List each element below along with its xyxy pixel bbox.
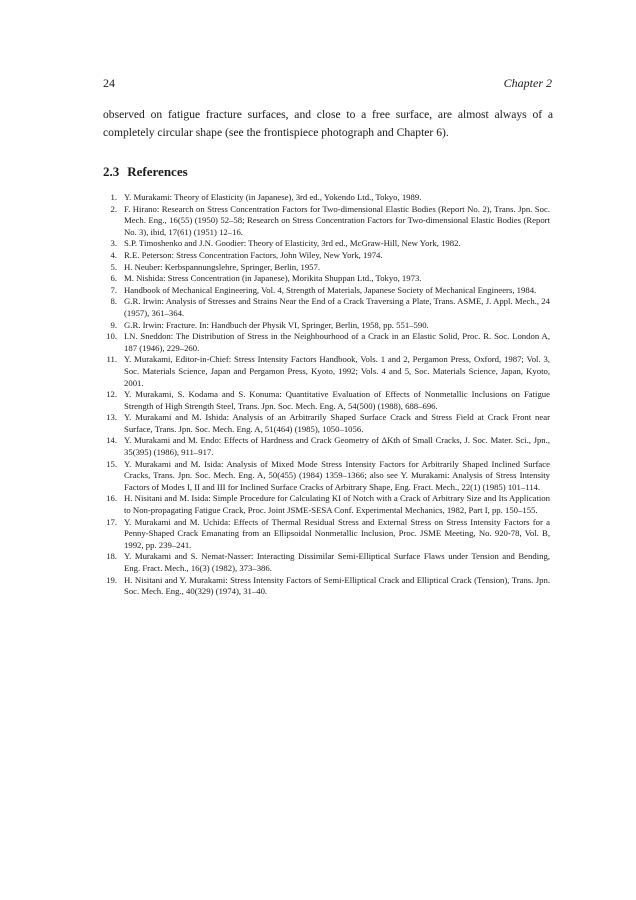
- reference-item: [103, 354, 550, 389]
- reference-item: [103, 285, 550, 297]
- reference-text: R.E. Peterson: Stress Concentration Factors, John Wiley, New York, 1974.: [124, 249, 383, 260]
- reference-item: [103, 296, 550, 319]
- reference-text: H. Nisitani and Y. Murakami: Stress Intensity Factors of Semi-Elliptical Crack and Elliptical Crack (Tension), Trans. Jpn. Soc. Mech. Eng., 40(329) (1974), 31–40.: [124, 574, 550, 597]
- reference-text: Y. Murakami, S. Kodama and S. Konuma: Quantitative Evaluation of Effects of Nonmetallic Inclusions on Fatigue Strength of High Strength Steel, Trans. Jpn. Soc. Mech. Eng. A, 54(500) (1988), 688–696.: [124, 389, 550, 411]
- reference-text: Y. Murakami and M. Isida: Analysis of Mixed Mode Stress Intensity Factors for Arbitrarily Shaped Inclined Surface Cracks, Trans. Jpn. Soc. Mech. Eng. A, 50(455) (1984) 1359–1366; also see Y. Murakami: Analysis of Stress Intensity Factors of Modes I, II and III for Inclined Surface Cracks of Arbitrary Shape, Eng. Fract. Mech., 22(1) (1985) 101–114.: [124, 458, 550, 492]
- reference-text: F. Hirano: Research on Stress Concentration Factors for Two-dimensional Elastic Bodies (Report No. 2), Trans. Jpn. Soc. Mech. Eng., 16(55) (1950) 52–58; Research on Stress Concentration Factors for Two-dimensional Elastic Bodies (Report No. 3), ibid, 17(61) (1951) 12–16.: [124, 203, 550, 237]
- reference-item: [103, 204, 550, 239]
- reference-text: G.R. Irwin: Fracture. In: Handbuch der Physik VI, Springer, Berlin, 1958, pp. 551–590.: [124, 319, 429, 330]
- reference-item: [103, 192, 550, 204]
- reference-item: [103, 273, 550, 285]
- reference-number: 15.: [106, 458, 117, 469]
- intro-paragraph: observed on fatigue fracture surfaces, and close to a free surface, are almost always of a completely circular shape (see the frontispiece photograph and Chapter 6).: [103, 108, 553, 139]
- section-number: 2.3: [103, 164, 120, 179]
- reference-text: I.N. Sneddon: The Distribution of Stress in the Neighbourhood of a Crack in an Elastic Solid, Proc. R. Soc. London A, 187 (1946), 229–260.: [124, 331, 550, 353]
- reference-text: M. Nishida: Stress Concentration (in Japanese), Morikita Shuppan Ltd., Tokyo, 1973.: [124, 273, 422, 284]
- reference-number: 4.: [110, 249, 117, 260]
- reference-text: G.R. Irwin: Analysis of Stresses and Strains Near the End of a Crack Traversing a Plate, Trans. ASME, J. Appl. Mech., 24 (1957), 361–364.: [124, 296, 550, 318]
- reference-number: 9.: [110, 319, 117, 330]
- reference-number: 10.: [106, 331, 117, 342]
- reference-text: Y. Murakami, Editor-in-Chief: Stress Intensity Factors Handbook, Vols. 1 and 2, Pergamon Press, Oxford, 1987; Vol. 3, Soc. Materials Science, Japan and Pergamon Press, Kyoto, 1992; Vols. 4 and 5, Soc. Materials Science, Japan, Kyoto, 2001.: [124, 354, 550, 388]
- reference-item: [103, 551, 550, 574]
- reference-list: [103, 192, 550, 598]
- reference-text: H. Nisitani and M. Isida: Simple Procedure for Calculating KI of Notch with a Crack of Arbitrary Size and Its Application to Non-propagating Fatigue Crack, Proc. Joint JSME-SESA Conf. Experimental Mechanics, 1982, Part I, pp. 150–155.: [124, 493, 550, 516]
- reference-text: Y. Murakami and M. Endo: Effects of Hardness and Crack Geometry of ΔKth of Small Cracks, J. Soc. Mater. Sci., Jpn., 35(395) (1986), 911–917.: [124, 435, 550, 458]
- reference-number: 5.: [110, 261, 117, 272]
- reference-item: [103, 250, 550, 262]
- reference-item: [103, 517, 550, 552]
- reference-number: 14.: [106, 435, 117, 446]
- reference-number: 13.: [106, 412, 117, 423]
- reference-text: Y. Murakami and M. Ishida: Analysis of an Arbitrarily Shaped Surface Crack and Stress Field at Crack Front near Surface, Trans. Jpn. Soc. Mech. Eng. A, 51(464) (1985), 1050–1056.: [124, 412, 550, 434]
- reference-number: 6.: [110, 273, 117, 284]
- section-heading: [103, 164, 188, 180]
- chapter-title: Chapter 2: [503, 76, 552, 90]
- reference-number: 18.: [106, 551, 117, 562]
- reference-number: 7.: [110, 284, 117, 295]
- reference-number: 1.: [110, 192, 117, 202]
- section-title: References: [127, 164, 188, 179]
- page-number: 24: [103, 76, 115, 90]
- reference-item: [103, 435, 550, 458]
- reference-number: 16.: [106, 493, 117, 504]
- reference-item: [103, 331, 550, 354]
- reference-text: Y. Murakami and M. Uchida: Effects of Thermal Residual Stress and External Stress on Stress Intensity Factors for a Penny-Shaped Crack Emanating from an Ellipsoidal Nonmetallic Inclusion, Proc. JSME Meeting, No. 920-78, Vol. B, 1992, pp. 239–241.: [124, 516, 550, 550]
- reference-text: Y. Murakami: Theory of Elasticity (in Japanese), 3rd ed., Yokendo Ltd., Tokyo, 1989.: [124, 192, 422, 202]
- reference-item: [103, 389, 550, 412]
- reference-text: S.P. Timoshenko and J.N. Goodier: Theory of Elasticity, 3rd ed., McGraw-Hill, New York, 1982.: [124, 238, 461, 249]
- reference-number: 17.: [106, 516, 117, 527]
- reference-number: 11.: [106, 354, 117, 365]
- reference-item: [103, 493, 550, 516]
- reference-number: 2.: [110, 203, 117, 214]
- reference-text: H. Neuber: Kerbspannungslehre, Springer, Berlin, 1957.: [124, 261, 321, 272]
- reference-text: Y. Murakami and S. Nemat-Nasser: Interacting Dissimilar Semi-Elliptical Surface Flaws under Tension and Bending, Eng. Fract. Mech., 16(3) (1982), 373–386.: [124, 551, 550, 573]
- reference-number: 19.: [106, 574, 117, 585]
- reference-item: [103, 238, 550, 250]
- reference-item: [103, 575, 550, 598]
- reference-number: 12.: [106, 389, 117, 400]
- reference-item: [103, 412, 550, 435]
- reference-item: [103, 459, 550, 494]
- reference-item: [103, 320, 550, 332]
- reference-number: 8.: [110, 296, 117, 307]
- reference-item: [103, 262, 550, 274]
- reference-number: 3.: [110, 238, 117, 249]
- reference-text: Handbook of Mechanical Engineering, Vol. 4, Strength of Materials, Japanese Society of Mechanical Engineers, 1984.: [124, 284, 537, 295]
